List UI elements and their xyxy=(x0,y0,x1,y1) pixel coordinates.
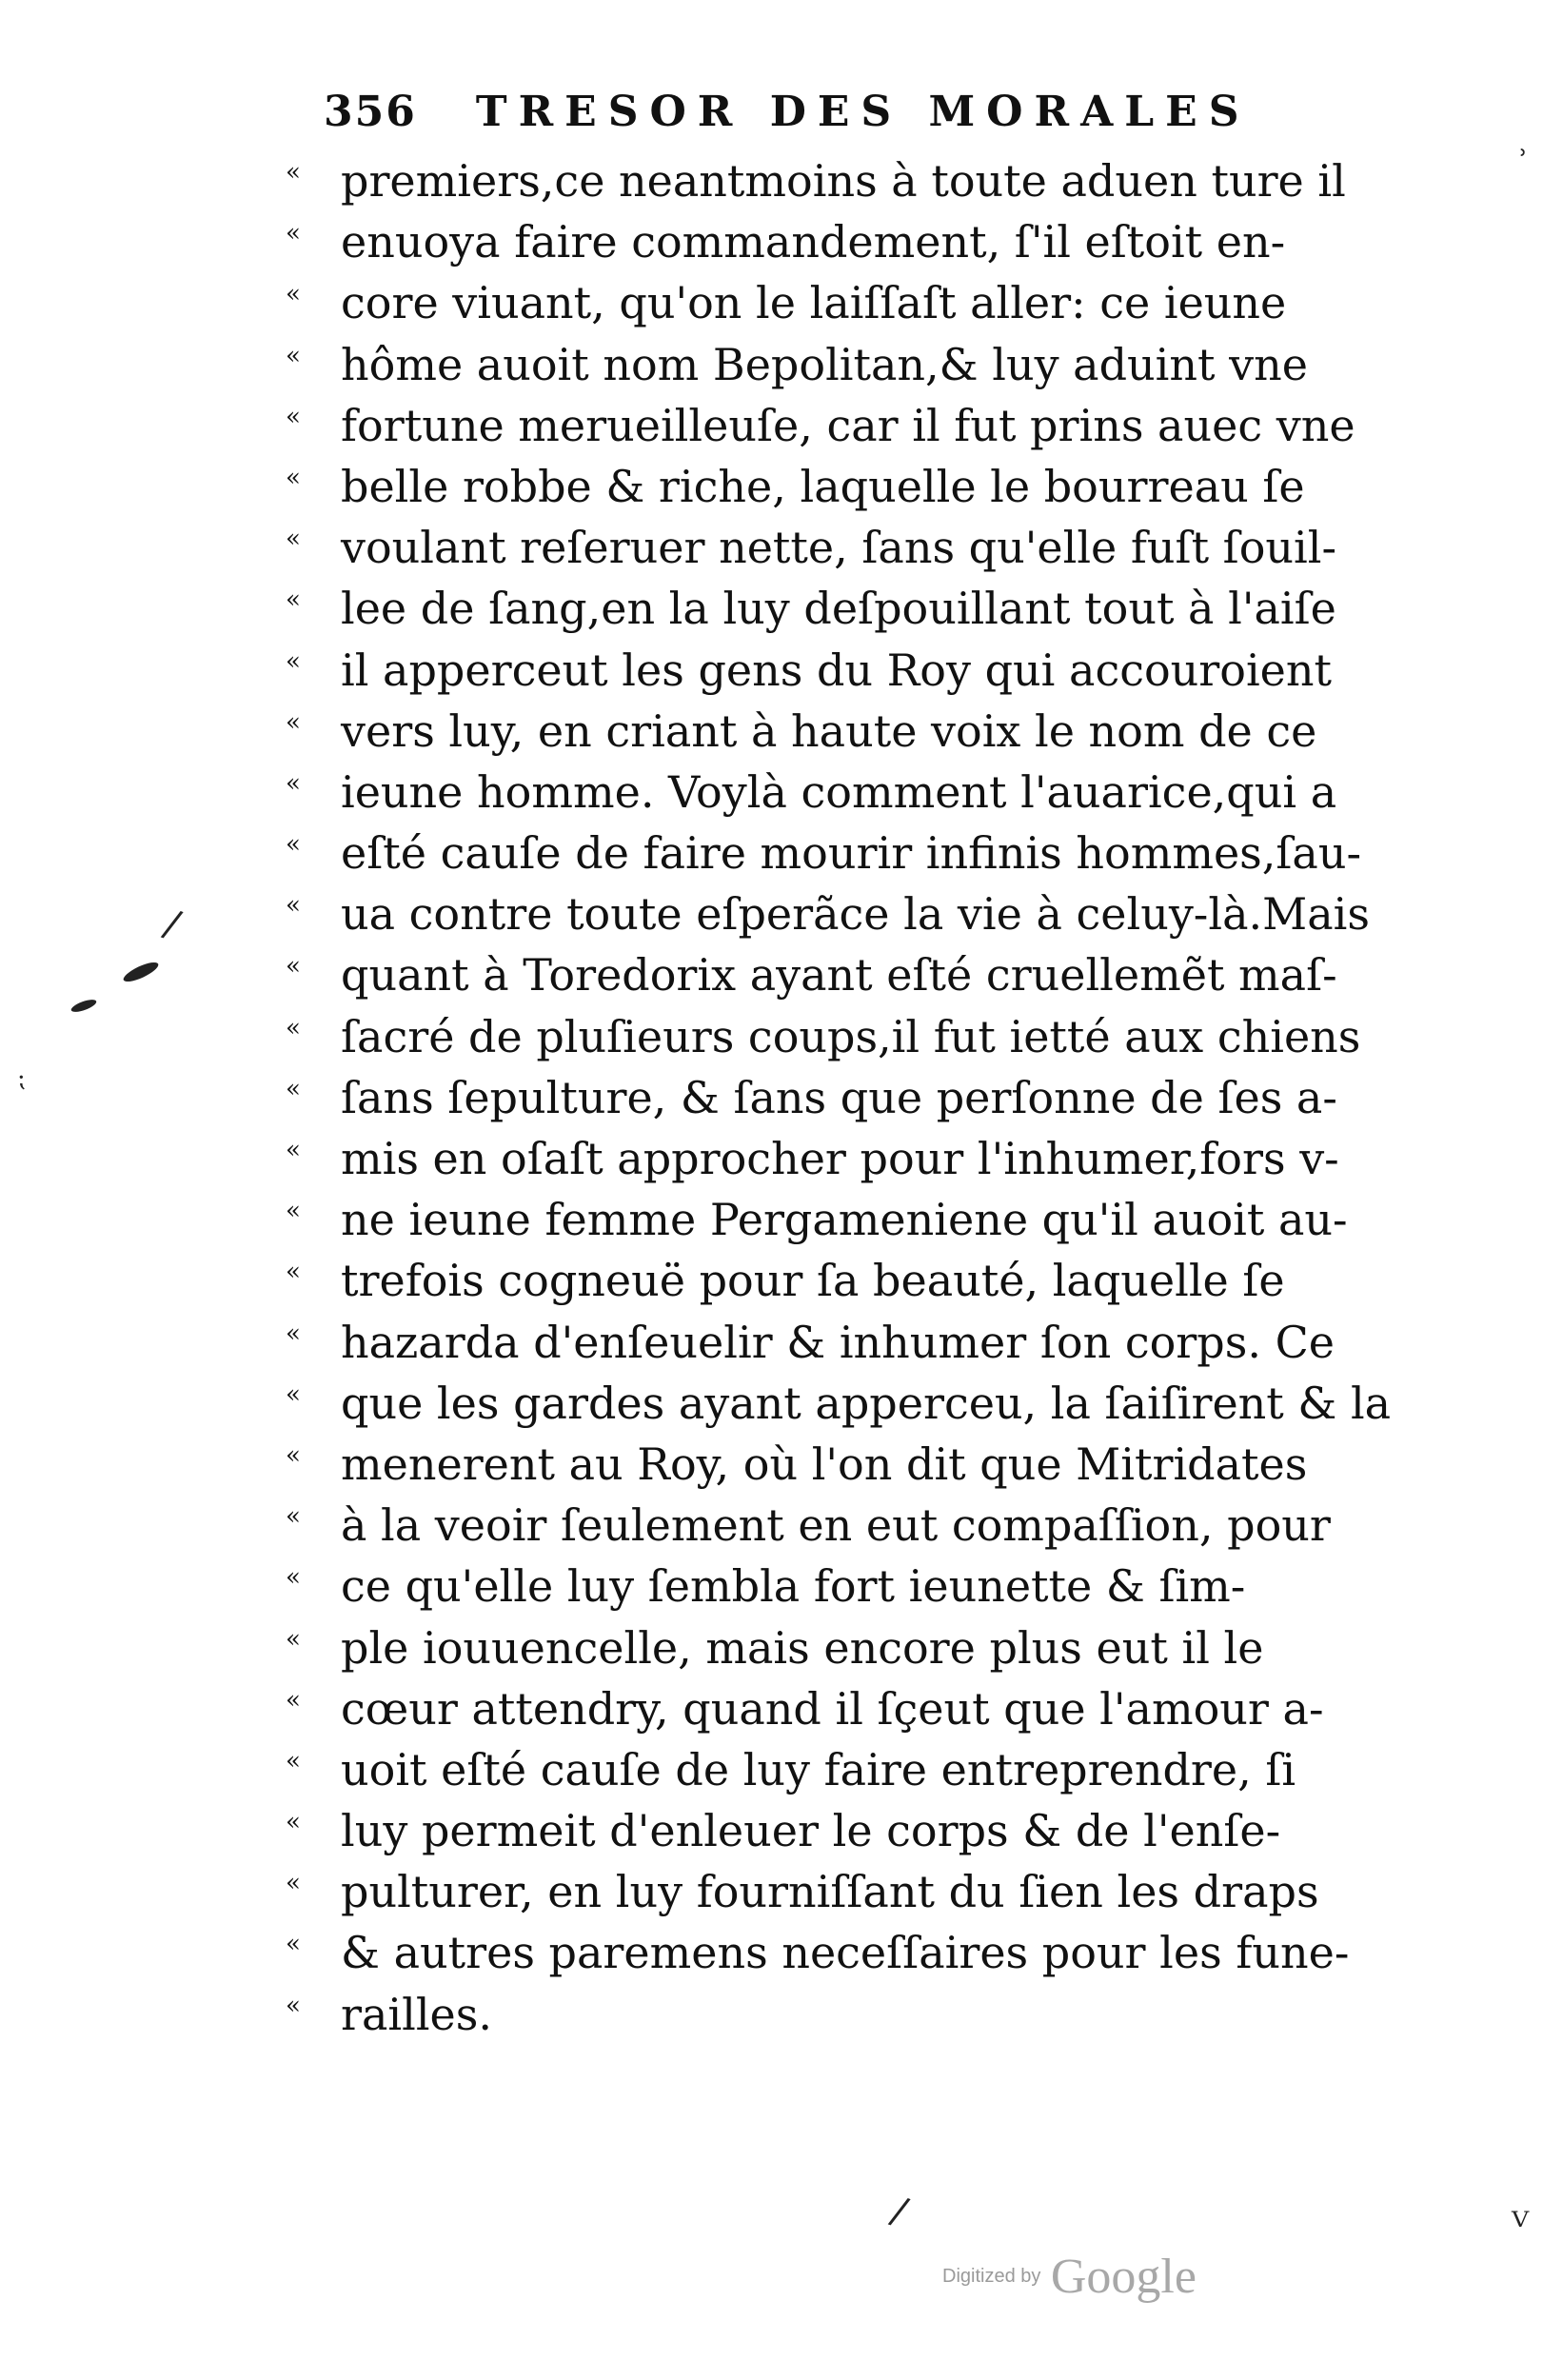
quote-marker: « xyxy=(286,1136,301,1164)
text-line xyxy=(286,1861,1371,1922)
text-line xyxy=(286,211,1371,272)
line-text: ieune homme. Voylà comment l'auarice,qui a xyxy=(341,765,1337,818)
line-text: cœur attendry, quand il ſçeut que l'amour a- xyxy=(341,1682,1324,1735)
quote-marker: « xyxy=(286,707,301,737)
running-head-title: TRESOR DES MORALES xyxy=(475,88,1251,136)
text-line xyxy=(286,150,1371,211)
margin-mark: / xyxy=(158,902,186,947)
line-text: il apperceut les gens du Roy qui accouroient xyxy=(341,644,1333,696)
text-line xyxy=(286,701,1371,762)
text-line xyxy=(286,578,1371,639)
quote-marker: « xyxy=(286,1379,301,1409)
line-text: lee de ſang,en la luy deſpouillant tout à l'aiſe xyxy=(341,583,1336,635)
line-text: & autres paremens neceſſaires pour les fune- xyxy=(341,1927,1350,1979)
quote-marker: « xyxy=(286,952,301,982)
text-line xyxy=(286,883,1371,944)
line-text: fortune merueilleuſe, car il fut prins auec vne xyxy=(341,399,1355,451)
text-line xyxy=(286,1495,1371,1556)
quote-marker: « xyxy=(286,1258,301,1287)
line-text: ce qu'elle luy ſembla fort ieunette & ſim- xyxy=(341,1560,1246,1613)
quote-marker: « xyxy=(286,1930,301,1959)
margin-mark xyxy=(69,997,97,1014)
text-block xyxy=(286,150,1392,2045)
text-line xyxy=(286,334,1371,395)
text-line xyxy=(286,1373,1392,1434)
quote-marker: « xyxy=(286,463,301,492)
quote-marker: « xyxy=(286,1440,301,1470)
quote-marker: « xyxy=(286,1074,301,1103)
line-text: ſacré de pluſieurs coups,il fut ietté aux chiens xyxy=(341,1010,1361,1062)
quote-marker: « xyxy=(286,1991,301,2020)
text-line xyxy=(286,1128,1371,1189)
text-line xyxy=(286,1434,1371,1495)
line-text: ple iouuencelle, mais encore plus eut il le xyxy=(341,1621,1264,1674)
margin-mark: ʾ xyxy=(1519,145,1529,178)
text-line xyxy=(286,823,1371,883)
line-text: core viuant, qu'on le laiſſaſt aller: ce ieune xyxy=(341,277,1287,329)
text-line xyxy=(286,762,1371,823)
google-logo: Google xyxy=(1050,2250,1197,2304)
quote-marker: « xyxy=(286,1197,301,1226)
line-text: trefois cogneuë pour ſa beauté, laquelle ſe xyxy=(341,1255,1285,1307)
text-line xyxy=(286,1739,1371,1800)
line-text: eſté cauſe de faire mourir infinis hommes,ſau- xyxy=(341,827,1362,880)
quote-marker: « xyxy=(286,646,301,676)
text-line xyxy=(286,1189,1371,1250)
margin-mark: ⱽ xyxy=(1512,2205,1530,2249)
text-line xyxy=(286,1800,1371,1861)
line-text: railles. xyxy=(341,1988,493,2040)
quote-marker: « xyxy=(286,1624,301,1654)
text-line xyxy=(286,395,1371,456)
line-text: à la veoir ſeulement en eut compaſſion, pour xyxy=(341,1499,1331,1552)
quote-marker: « xyxy=(286,1685,301,1715)
running-head xyxy=(324,88,1276,136)
line-text: pulturer, en luy fourniſſant du ſien les draps xyxy=(341,1866,1319,1918)
line-text: premiers,ce neantmoins à toute aduen ture il xyxy=(341,155,1346,207)
line-text: ua contre toute eſperãce la vie à celuy-là.Mais xyxy=(341,888,1370,941)
quote-marker: « xyxy=(286,341,301,370)
line-text: hôme auoit nom Bepolitan,& luy aduint vne xyxy=(341,338,1308,390)
margin-mark: ⁏ xyxy=(17,1064,26,1093)
text-line xyxy=(286,1556,1371,1616)
line-text: luy permeit d'enleuer le corps & de l'enſe- xyxy=(341,1805,1281,1857)
text-line xyxy=(286,1922,1371,1983)
page-number: 356 xyxy=(324,88,417,136)
line-text: uoit eſté cauſe de luy faire entreprendre, ſi xyxy=(341,1743,1296,1795)
text-line xyxy=(286,272,1371,333)
text-line xyxy=(286,456,1371,517)
quote-marker: « xyxy=(286,1869,301,1898)
margin-mark xyxy=(121,959,160,985)
quote-marker: « xyxy=(286,1563,301,1593)
line-text: que les gardes ayant apperceu, la ſaiſirent & la xyxy=(341,1377,1392,1429)
text-line xyxy=(286,1617,1371,1678)
quote-marker: « xyxy=(286,402,301,431)
text-line xyxy=(286,1006,1371,1067)
quote-marker: « xyxy=(286,830,301,860)
line-text: voulant reſeruer nette, ſans qu'elle fuſt ſouil- xyxy=(341,522,1336,574)
quote-marker: « xyxy=(286,525,301,554)
quote-marker: « xyxy=(286,891,301,921)
quote-marker: « xyxy=(286,158,301,187)
quote-marker: « xyxy=(286,1013,301,1042)
line-text: quant à Toredorix ayant eſté cruellemẽt maſ- xyxy=(341,949,1337,1002)
text-line xyxy=(286,640,1371,701)
line-text: ſans ſepulture, & ſans que perſonne de ſes a- xyxy=(341,1071,1337,1123)
line-text: vers luy, en criant à haute voix le nom de ce xyxy=(341,704,1317,757)
text-line xyxy=(286,1312,1371,1373)
line-text: belle robbe & riche, laquelle le bourreau ſe xyxy=(341,460,1305,512)
text-line xyxy=(286,1067,1371,1128)
digitized-by-watermark xyxy=(942,2249,1197,2305)
quote-marker: « xyxy=(286,280,301,309)
line-text: hazarda d'enſeuelir & inhumer ſon corps. Ce xyxy=(341,1316,1335,1368)
margin-mark: / xyxy=(885,2189,913,2234)
line-text: enuoya faire commandement, ſ'il eſtoit en- xyxy=(341,216,1286,268)
quote-marker: « xyxy=(286,768,301,798)
line-text: menerent au Roy, où l'on dit que Mitridates xyxy=(341,1438,1308,1490)
line-text: mis en oſaſt approcher pour l'inhumer,fors v- xyxy=(341,1133,1339,1184)
quote-marker: « xyxy=(286,219,301,248)
text-line xyxy=(286,517,1371,578)
watermark-prefix: Digitized by xyxy=(942,2266,1041,2287)
quote-marker: « xyxy=(286,1808,301,1837)
line-text: ne ieune femme Pergameniene qu'il auoit au- xyxy=(341,1194,1348,1246)
text-line xyxy=(286,1984,1371,2045)
text-line xyxy=(286,1250,1371,1311)
quote-marker: « xyxy=(286,585,301,615)
quote-marker: « xyxy=(286,1746,301,1775)
text-line xyxy=(286,1678,1371,1739)
quote-marker: « xyxy=(286,1319,301,1348)
quote-marker: « xyxy=(286,1502,301,1532)
text-line xyxy=(286,944,1371,1005)
